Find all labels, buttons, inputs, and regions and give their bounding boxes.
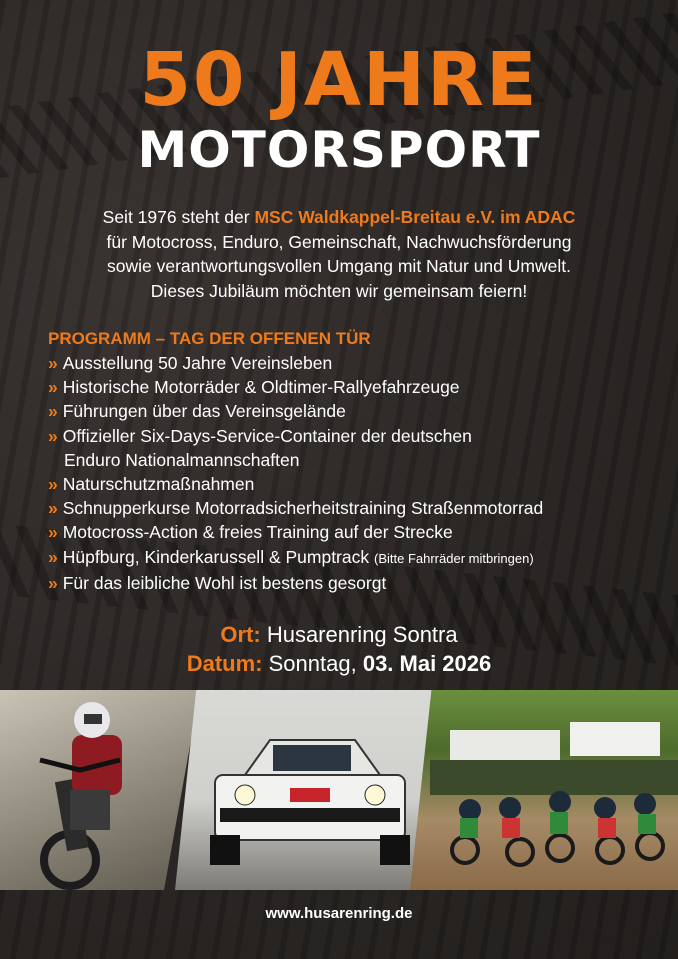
- website-link[interactable]: www.husarenring.de: [265, 905, 413, 922]
- program-item: » Offizieller Six-Days-Service-Container der deutschen Enduro Nationalmannschaften: [48, 424, 668, 472]
- program-item: » Für das leibliche Wohl ist bestens gesorgt: [48, 572, 387, 593]
- bullet-icon: »: [48, 474, 58, 495]
- location-label: Ort:: [220, 622, 261, 647]
- program-heading: PROGRAMM – TAG DER OFFENEN TÜR: [48, 329, 371, 348]
- enduro-rider-photo: [0, 690, 200, 890]
- bullet-icon: »: [48, 498, 58, 519]
- program-section: [48, 327, 668, 595]
- program-item: » Motocross-Action & freies Training auf der Strecke: [48, 522, 453, 543]
- location-value: Husarenring Sontra: [266, 622, 458, 647]
- intro-line-4: Dieses Jubiläum möchten wir gemeinsam feiern!: [150, 280, 528, 301]
- program-item: » Schnupperkurse Motorradsicherheitstraining Straßenmotorrad: [48, 498, 544, 519]
- date-day: Sonntag,: [268, 651, 357, 676]
- program-list: [48, 351, 668, 595]
- bullet-icon: »: [48, 425, 58, 446]
- bullet-icon: »: [48, 522, 58, 543]
- club-name: MSC Waldkappel-Breitau e.V. im ADAC: [254, 207, 576, 227]
- bullet-icon: »: [48, 377, 58, 398]
- rally-car-illustration: [175, 690, 440, 890]
- program-item-continuation: Enduro Nationalmannschaften: [64, 449, 300, 470]
- bullet-icon: »: [48, 572, 58, 593]
- date-label: Datum:: [186, 651, 263, 676]
- program-item: » Hüpfburg, Kinderkarussell & Pumptrack (Bitte Fahrräder mitbringen): [48, 546, 534, 567]
- bullet-icon: »: [48, 353, 58, 373]
- rally-car-photo: [175, 690, 440, 890]
- intro-text: [0, 205, 678, 303]
- enduro-rider-illustration: [0, 690, 200, 890]
- intro-line-1: [0, 205, 678, 230]
- program-item: » Historische Motorräder & Oldtimer-Rallyefahrzeuge: [48, 377, 460, 398]
- program-item: » Führungen über das Vereinsgelände: [48, 401, 346, 422]
- bullet-icon: »: [48, 546, 58, 567]
- intro-line-2: für Motocross, Enduro, Gemeinschaft, Nachwuchsförderung: [106, 231, 572, 252]
- intro-prefix: Seit 1976 steht der: [102, 207, 255, 227]
- motocross-riders-illustration: [410, 690, 678, 890]
- poster-title-years: 50 JAHRE: [139, 37, 539, 123]
- location-line: [0, 620, 678, 649]
- bullet-icon: »: [48, 401, 58, 422]
- poster-title-motorsport: MOTORSPORT: [137, 121, 541, 179]
- date-line: [0, 649, 678, 678]
- photo-strip: [0, 690, 678, 890]
- event-info: [0, 620, 678, 678]
- program-item: » Ausstellung 50 Jahre Vereinsleben: [48, 353, 333, 373]
- program-item: » Naturschutzmaßnahmen: [48, 474, 255, 495]
- intro-line-3: sowie verantwortungsvollen Umgang mit Natur und Umwelt.: [107, 256, 571, 276]
- program-item-note: (Bitte Fahrräder mitbringen): [374, 550, 534, 566]
- motocross-race-photo: [410, 690, 678, 890]
- date-value: 03. Mai 2026: [362, 651, 492, 676]
